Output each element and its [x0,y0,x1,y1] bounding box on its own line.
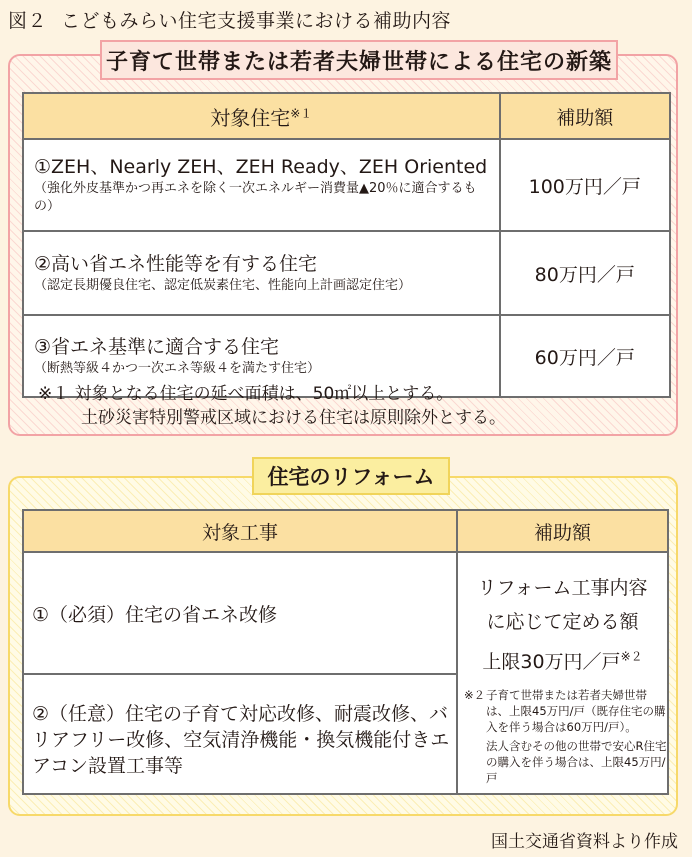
row-title: ②高い省エネ性能等を有する住宅 [34,253,318,275]
row-amount: 80万円／戸 [500,231,670,315]
figure-title [8,6,451,33]
new-build-note [38,382,506,430]
reform-amount-cell [456,551,669,795]
amount-line-2: に応じて定める額 [486,611,639,633]
note-line-1: ※１ 対象となる住宅の延べ面積は、50㎡以上とする。 [38,384,454,404]
row-sub: （認定長期優良住宅、認定低炭素住宅、性能向上計画認定住宅） [34,278,412,293]
new-build-heading: 子育て世帯または若者夫婦世帯による住宅の新築 [100,40,618,80]
footnote-mark: ※１ [290,105,313,120]
row-sub: （強化外皮基準かつ再エネを除く一次エネルギー消費量▲20％に適合するもの） [34,181,477,214]
col-amount-header: 補助額 [456,509,669,553]
row-amount: 60万円／戸 [500,315,670,397]
row-amount: 100万円／戸 [500,139,670,231]
amount-line-1: リフォーム工事内容 [477,577,648,599]
reform-row-required: ①（必須）住宅の省エネ改修 [22,551,458,675]
col-amount-header: 補助額 [500,93,670,139]
new-build-table [22,92,671,398]
note-line-2: 土砂災害特別警戒区域における住宅は原則除外とする。 [81,408,506,428]
source-credit: 国土交通省資料より作成 [491,832,678,852]
note-paragraph-2: 法人含むその他の世帯で安心R住宅の購入を伴う場合は、上限45万円/戸 [486,739,667,785]
table-row [23,231,670,315]
footnote-mark: ※２ [620,649,643,664]
col-target-header: 対象住宅$^{※1}$ [23,93,500,139]
note-mark: ※２ [464,688,486,702]
table-header-row [23,93,670,139]
reform-row-optional: ②（任意）住宅の子育て対応改修、耐震改修、バリアフリー改修、空気清浄機能・換気機能付きエアコン設置工事等 [22,673,458,795]
figure-number: 図２ [8,10,48,32]
figure-caption: こどもみらい住宅支援事業における補助内容 [61,10,452,32]
table-row [23,139,670,231]
note-paragraph-1: 子育て世帯または若者夫婦世帯は、上限45万円/戸（既存住宅の購入を伴う場合は60万円/戸）。 [486,688,666,734]
reform-heading: 住宅のリフォーム [252,457,450,495]
row-title: ③省エネ基準に適合する住宅 [34,336,280,358]
reform-note [464,687,668,786]
amount-cap: 上限30万円／戸$^{※2}$ [482,649,643,673]
row-title: ①ZEH、Nearly ZEH、ZEH Ready、ZEH Oriented [34,156,488,178]
col-work-header: 対象工事 [22,509,458,553]
row-sub: （断熱等級４かつ一次エネ等級４を満たす住宅） [34,361,321,376]
